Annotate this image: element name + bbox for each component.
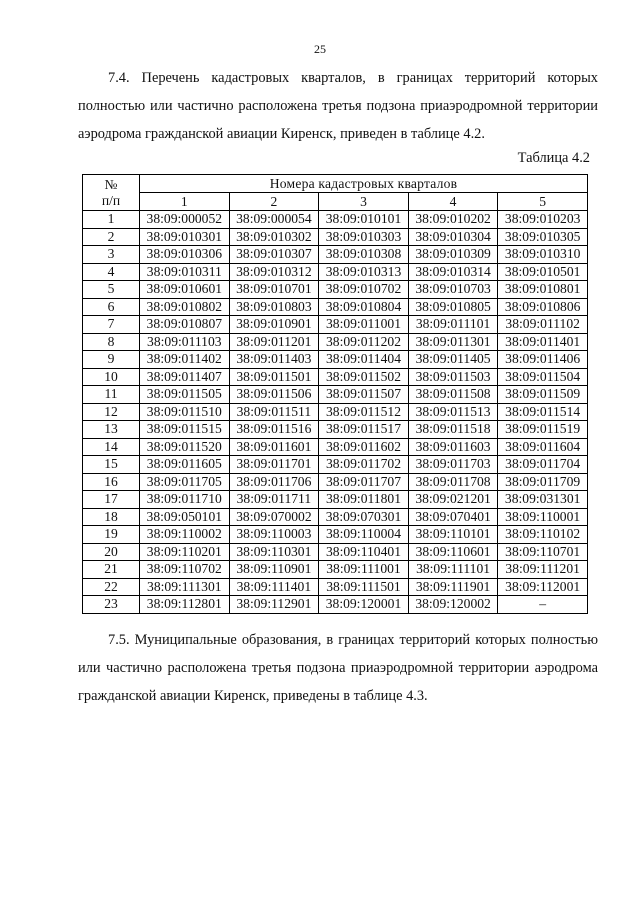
column-number-row bbox=[83, 193, 588, 211]
table-row bbox=[83, 368, 588, 386]
cadastral-number-cell: 38:09:031301 bbox=[498, 491, 588, 509]
cadastral-number-cell: 38:09:010801 bbox=[498, 281, 588, 299]
cadastral-number-cell: 38:09:010302 bbox=[229, 228, 319, 246]
cadastral-number-cell: 38:09:011503 bbox=[408, 368, 498, 386]
cadastral-number-cell: 38:09:011603 bbox=[408, 438, 498, 456]
cadastral-number-cell: 38:09:011404 bbox=[319, 351, 409, 369]
table-row bbox=[83, 561, 588, 579]
row-number-cell: 12 bbox=[83, 403, 140, 421]
cadastral-number-cell: 38:09:011708 bbox=[408, 473, 498, 491]
cadastral-number-cell: 38:09:112001 bbox=[498, 578, 588, 596]
cadastral-number-cell: 38:09:011301 bbox=[408, 333, 498, 351]
cadastral-number-cell: 38:09:010312 bbox=[229, 263, 319, 281]
cadastral-number-cell: 38:09:110301 bbox=[229, 543, 319, 561]
cadastral-number-cell: 38:09:110002 bbox=[140, 526, 230, 544]
row-number-cell: 6 bbox=[83, 298, 140, 316]
cadastral-number-cell: 38:09:011604 bbox=[498, 438, 588, 456]
table-row bbox=[83, 351, 588, 369]
cadastral-number-cell: 38:09:011703 bbox=[408, 456, 498, 474]
cadastral-number-cell: 38:09:010807 bbox=[140, 316, 230, 334]
cadastral-number-cell: 38:09:010310 bbox=[498, 246, 588, 264]
cadastral-number-cell: 38:09:010701 bbox=[229, 281, 319, 299]
cadastral-number-cell: 38:09:011511 bbox=[229, 403, 319, 421]
row-number-cell: 1 bbox=[83, 211, 140, 229]
cadastral-number-cell: 38:09:111501 bbox=[319, 578, 409, 596]
header-pp-label: п/п bbox=[101, 192, 121, 208]
cadastral-number-cell: 38:09:111101 bbox=[408, 561, 498, 579]
cadastral-number-cell: 38:09:011601 bbox=[229, 438, 319, 456]
cadastral-number-cell: 38:09:111001 bbox=[319, 561, 409, 579]
cadastral-number-cell: 38:09:110701 bbox=[498, 543, 588, 561]
cadastral-number-cell: 38:09:111201 bbox=[498, 561, 588, 579]
cadastral-number-cell: 38:09:011605 bbox=[140, 456, 230, 474]
cadastral-number-cell: 38:09:011711 bbox=[229, 491, 319, 509]
cadastral-number-cell: 38:09:011504 bbox=[498, 368, 588, 386]
header-number-cell bbox=[83, 175, 140, 211]
row-number-cell: 18 bbox=[83, 508, 140, 526]
cadastral-number-cell: 38:09:011405 bbox=[408, 351, 498, 369]
table-caption: Таблица 4.2 bbox=[517, 150, 590, 166]
cadastral-number-cell: 38:09:011502 bbox=[319, 368, 409, 386]
cadastral-number-cell: 38:09:110101 bbox=[408, 526, 498, 544]
cadastral-number-cell: 38:09:011401 bbox=[498, 333, 588, 351]
cadastral-number-cell: 38:09:011518 bbox=[408, 421, 498, 439]
table-row bbox=[83, 228, 588, 246]
cadastral-number-cell: 38:09:010805 bbox=[408, 298, 498, 316]
row-number-cell: 13 bbox=[83, 421, 140, 439]
page-number: 25 bbox=[314, 42, 326, 56]
cadastral-number-cell: 38:09:000054 bbox=[229, 211, 319, 229]
table-row bbox=[83, 246, 588, 264]
row-number-cell: 21 bbox=[83, 561, 140, 579]
cadastral-number-cell: 38:09:112901 bbox=[229, 596, 319, 614]
cadastral-number-cell: 38:09:011201 bbox=[229, 333, 319, 351]
table-row bbox=[83, 438, 588, 456]
cadastral-number-cell: 38:09:010703 bbox=[408, 281, 498, 299]
cadastral-number-cell: 38:09:010202 bbox=[408, 211, 498, 229]
row-number-cell: 10 bbox=[83, 368, 140, 386]
cadastral-number-cell: 38:09:011701 bbox=[229, 456, 319, 474]
row-number-cell: 2 bbox=[83, 228, 140, 246]
cadastral-number-cell: 38:09:110702 bbox=[140, 561, 230, 579]
cadastral-number-cell: 38:09:011403 bbox=[229, 351, 319, 369]
cadastral-number-cell: 38:09:010601 bbox=[140, 281, 230, 299]
row-number-cell: 3 bbox=[83, 246, 140, 264]
row-number-cell: 19 bbox=[83, 526, 140, 544]
cadastral-number-cell: 38:09:110401 bbox=[319, 543, 409, 561]
cadastral-number-cell: 38:09:011602 bbox=[319, 438, 409, 456]
table-row bbox=[83, 403, 588, 421]
cadastral-number-cell: 38:09:070301 bbox=[319, 508, 409, 526]
cadastral-number-cell: 38:09:112801 bbox=[140, 596, 230, 614]
paragraph-7-5 bbox=[78, 626, 598, 710]
cadastral-number-cell: 38:09:120001 bbox=[319, 596, 409, 614]
cadastral-number-cell: 38:09:011706 bbox=[229, 473, 319, 491]
cadastral-number-cell: 38:09:120002 bbox=[408, 596, 498, 614]
cadastral-number-cell: 38:09:010304 bbox=[408, 228, 498, 246]
cadastral-number-cell: 38:09:111301 bbox=[140, 578, 230, 596]
cadastral-number-cell: 38:09:010307 bbox=[229, 246, 319, 264]
paragraph-7-5-text: 7.5. Муниципальные образования, в границах территорий которых полностью или частично расположена третья подзона приаэродромной территории аэродрома гражданской авиации Киренск, приведены в таблице 4.3. bbox=[78, 632, 598, 704]
cadastral-number-cell: 38:09:011101 bbox=[408, 316, 498, 334]
table-row bbox=[83, 333, 588, 351]
cadastral-number-cell: 38:09:011512 bbox=[319, 403, 409, 421]
table-row bbox=[83, 298, 588, 316]
cadastral-number-cell: 38:09:011702 bbox=[319, 456, 409, 474]
cadastral-number-cell: 38:09:011516 bbox=[229, 421, 319, 439]
table-header-row bbox=[83, 175, 588, 193]
table-row bbox=[83, 578, 588, 596]
row-number-cell: 15 bbox=[83, 456, 140, 474]
cadastral-number-cell: 38:09:011506 bbox=[229, 386, 319, 404]
row-number-cell: 5 bbox=[83, 281, 140, 299]
column-number-cell: 3 bbox=[319, 193, 409, 211]
table-row bbox=[83, 491, 588, 509]
table-row bbox=[83, 596, 588, 614]
cadastral-number-cell: 38:09:011514 bbox=[498, 403, 588, 421]
cadastral-number-cell: 38:09:110003 bbox=[229, 526, 319, 544]
row-number-cell: 22 bbox=[83, 578, 140, 596]
paragraph-7-4 bbox=[78, 64, 598, 148]
cadastral-number-cell: 38:09:021201 bbox=[408, 491, 498, 509]
cadastral-number-cell: 38:09:070401 bbox=[408, 508, 498, 526]
row-number-cell: 11 bbox=[83, 386, 140, 404]
table-row bbox=[83, 526, 588, 544]
cadastral-number-cell: 38:09:110201 bbox=[140, 543, 230, 561]
cadastral-number-cell: 38:09:111901 bbox=[408, 578, 498, 596]
cadastral-number-cell: 38:09:010314 bbox=[408, 263, 498, 281]
cadastral-number-cell: 38:09:011710 bbox=[140, 491, 230, 509]
cadastral-number-cell: 38:09:010803 bbox=[229, 298, 319, 316]
cadastral-number-cell: 38:09:011705 bbox=[140, 473, 230, 491]
row-number-cell: 17 bbox=[83, 491, 140, 509]
cadastral-number-cell: 38:09:011103 bbox=[140, 333, 230, 351]
table-row bbox=[83, 263, 588, 281]
cadastral-number-cell: 38:09:011513 bbox=[408, 403, 498, 421]
cadastral-number-cell: 38:09:010309 bbox=[408, 246, 498, 264]
cadastral-number-cell: 38:09:010311 bbox=[140, 263, 230, 281]
cadastral-number-cell: 38:09:010313 bbox=[319, 263, 409, 281]
cadastral-number-cell: 38:09:010301 bbox=[140, 228, 230, 246]
cadastral-number-cell: 38:09:010303 bbox=[319, 228, 409, 246]
row-number-cell: 14 bbox=[83, 438, 140, 456]
cadastral-number-cell: 38:09:010203 bbox=[498, 211, 588, 229]
cadastral-number-cell: 38:09:011001 bbox=[319, 316, 409, 334]
cadastral-number-cell: 38:09:011519 bbox=[498, 421, 588, 439]
row-number-cell: 9 bbox=[83, 351, 140, 369]
cadastral-number-cell: 38:09:011102 bbox=[498, 316, 588, 334]
cadastral-number-cell: 38:09:110102 bbox=[498, 526, 588, 544]
cadastral-number-cell: 38:09:110601 bbox=[408, 543, 498, 561]
row-number-cell: 20 bbox=[83, 543, 140, 561]
cadastral-number-cell: 38:09:110001 bbox=[498, 508, 588, 526]
cadastral-number-cell: 38:09:011510 bbox=[140, 403, 230, 421]
table-body bbox=[83, 211, 588, 614]
cadastral-quarters-table bbox=[82, 174, 588, 614]
row-number-cell: 16 bbox=[83, 473, 140, 491]
cadastral-number-cell: 38:09:011407 bbox=[140, 368, 230, 386]
row-number-cell: 8 bbox=[83, 333, 140, 351]
cadastral-number-cell: 38:09:011515 bbox=[140, 421, 230, 439]
cadastral-number-cell: 38:09:011505 bbox=[140, 386, 230, 404]
cadastral-number-cell: 38:09:010308 bbox=[319, 246, 409, 264]
cadastral-number-cell: 38:09:000052 bbox=[140, 211, 230, 229]
cadastral-number-cell: 38:09:011517 bbox=[319, 421, 409, 439]
cadastral-number-cell: 38:09:010306 bbox=[140, 246, 230, 264]
cadastral-number-cell: 38:09:010806 bbox=[498, 298, 588, 316]
cadastral-number-cell: 38:09:110901 bbox=[229, 561, 319, 579]
row-number-cell: 7 bbox=[83, 316, 140, 334]
table-row bbox=[83, 473, 588, 491]
cadastral-number-cell: 38:09:010901 bbox=[229, 316, 319, 334]
header-cadastral-numbers: Номера кадастровых кварталов bbox=[140, 175, 588, 193]
cadastral-number-cell: 38:09:050101 bbox=[140, 508, 230, 526]
cadastral-number-cell: 38:09:070002 bbox=[229, 508, 319, 526]
column-number-cell: 4 bbox=[408, 193, 498, 211]
cadastral-number-cell: 38:09:011709 bbox=[498, 473, 588, 491]
table-row bbox=[83, 281, 588, 299]
table-row bbox=[83, 421, 588, 439]
table-row bbox=[83, 543, 588, 561]
cadastral-number-cell: 38:09:011509 bbox=[498, 386, 588, 404]
column-number-cell: 2 bbox=[229, 193, 319, 211]
column-number-cell: 1 bbox=[140, 193, 230, 211]
cadastral-number-cell: 38:09:011507 bbox=[319, 386, 409, 404]
cadastral-number-cell: 38:09:011707 bbox=[319, 473, 409, 491]
row-number-cell: 23 bbox=[83, 596, 140, 614]
cadastral-number-cell: 38:09:010101 bbox=[319, 211, 409, 229]
header-no-label: № bbox=[104, 176, 118, 192]
cadastral-number-cell: 38:09:010804 bbox=[319, 298, 409, 316]
cadastral-number-cell: 38:09:011501 bbox=[229, 368, 319, 386]
cadastral-number-cell: 38:09:110004 bbox=[319, 526, 409, 544]
cadastral-number-cell: – bbox=[498, 596, 588, 614]
cadastral-number-cell: 38:09:010802 bbox=[140, 298, 230, 316]
table-row bbox=[83, 508, 588, 526]
row-number-cell: 4 bbox=[83, 263, 140, 281]
cadastral-number-cell: 38:09:011202 bbox=[319, 333, 409, 351]
paragraph-7-4-text: 7.4. Перечень кадастровых кварталов, в границах территорий которых полностью или частично расположена третья подзона приаэродромной территории аэродрома гражданской авиации Киренск, приведен в таблице 4.2. bbox=[78, 70, 598, 142]
cadastral-number-cell: 38:09:010501 bbox=[498, 263, 588, 281]
cadastral-number-cell: 38:09:011704 bbox=[498, 456, 588, 474]
table-row bbox=[83, 386, 588, 404]
cadastral-number-cell: 38:09:011801 bbox=[319, 491, 409, 509]
column-number-cell: 5 bbox=[498, 193, 588, 211]
cadastral-number-cell: 38:09:011520 bbox=[140, 438, 230, 456]
cadastral-number-cell: 38:09:011508 bbox=[408, 386, 498, 404]
table-row bbox=[83, 456, 588, 474]
cadastral-number-cell: 38:09:011402 bbox=[140, 351, 230, 369]
table-row bbox=[83, 316, 588, 334]
cadastral-number-cell: 38:09:010702 bbox=[319, 281, 409, 299]
cadastral-number-cell: 38:09:011406 bbox=[498, 351, 588, 369]
cadastral-number-cell: 38:09:010305 bbox=[498, 228, 588, 246]
table-row bbox=[83, 211, 588, 229]
cadastral-number-cell: 38:09:111401 bbox=[229, 578, 319, 596]
